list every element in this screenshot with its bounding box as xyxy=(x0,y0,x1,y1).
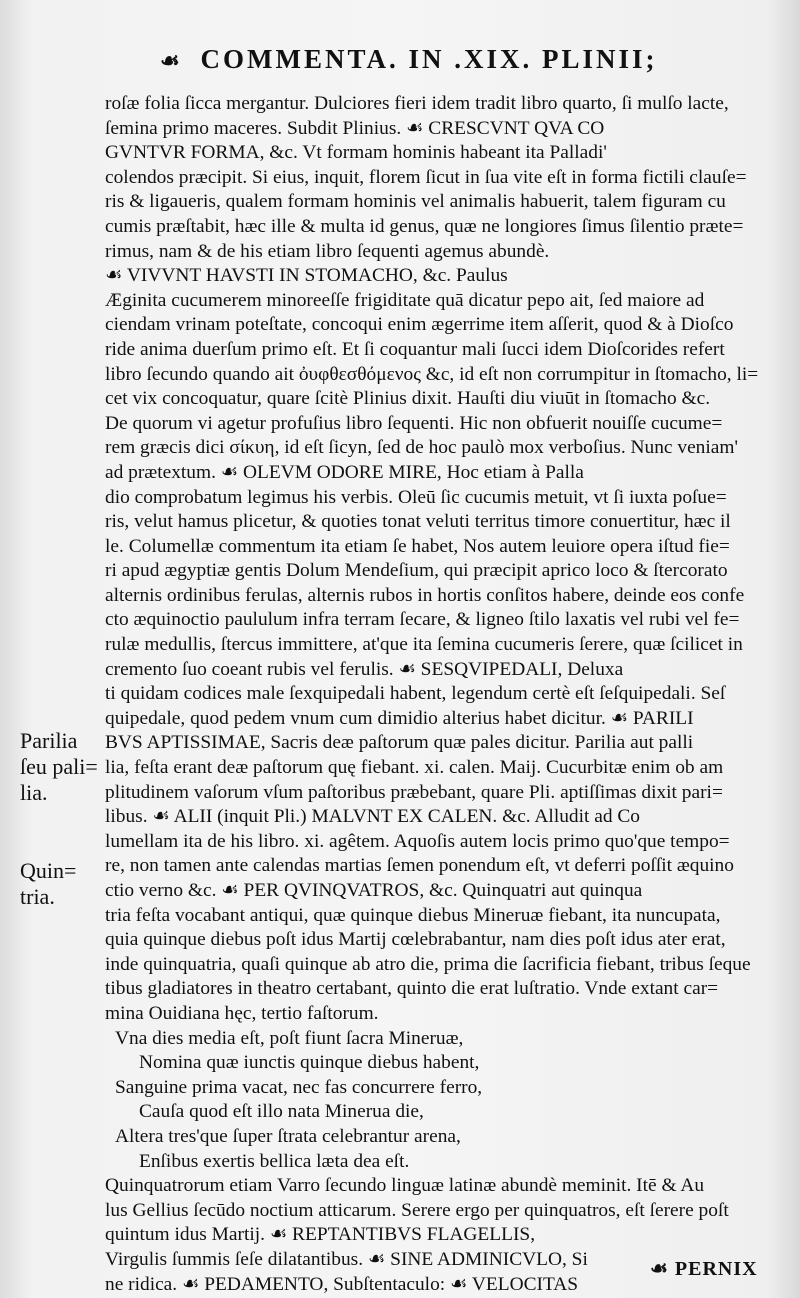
text-line: ti quidam codices male ſexquipedali habent, legendum certè eſt ſeſquipedali. Seſ xyxy=(105,683,726,705)
text-line: cremento ſuo coeant rubis vel ferulis. ☙ SESQVIPEDALI, Deluxa xyxy=(105,658,624,680)
margin-note-line: ſeu pali= xyxy=(20,754,98,779)
text-line: cet vix concoquatur, quare ſcitè Plinius dixit. Hauſti diu viuūt in ſtomacho &c. xyxy=(105,388,711,410)
text-line: ad prætextum. ☙ OLEVM ODORE MIRE, Hoc etiam à Palla xyxy=(105,461,584,483)
verse-line: Enſibus exertis bellica læta dea eſt. xyxy=(139,1150,410,1172)
text-line: quia quinque diebus poſt idus Martij cœlebrabantur, nam dies poſt idus ater erat, xyxy=(105,929,726,951)
text-line: ciendam vrinam poteſtate, concoqui enim ægerrime item aſſerit, quod & à Dioſco xyxy=(105,314,734,336)
margin-note-line: tria. xyxy=(20,884,55,909)
text-line: ſemina primo maceres. Subdit Plinius. ☙ CRESCVNT QVA CO xyxy=(105,117,605,139)
verse-block xyxy=(105,1027,775,1175)
running-header xyxy=(160,44,780,75)
margin-note-line: lia. xyxy=(20,780,48,805)
text-line: cto æquinoctio paululum infra terram ſecare, & ligneo ſtilo laxatis vel rubi vel fe= xyxy=(105,609,740,631)
text-line: colendos præcipit. Si eius, inquit, florem ſicut in ſua vite eſt in forma fictili clauſe= xyxy=(105,166,747,188)
text-line: alternis ordinibus ferulas, alternis rubos in hortis conſitos habere, deinde eos confe xyxy=(105,584,745,606)
text-line: De quorum vi agetur profuſius libro ſequenti. Hic non obfuerit nouiſſe cucume= xyxy=(105,412,723,434)
prose-lines xyxy=(105,92,775,1027)
text-line: lus Gellius ſecūdo noctium atticarum. Serere ergo per quinquatros, eſt ſerere poſt xyxy=(105,1199,729,1221)
text-line: inde quinquatria, quaſi quinque ab atro die, prima die ſacrificia fiebant, tribus ſeque xyxy=(105,953,751,975)
text-line: plitudinem vaſorum vſum paſtoribus præbebant, quare Pli. aptiſſimas dixit pari= xyxy=(105,781,723,803)
text-line: cumis præſtabit, hæc ille & multa id genus, quæ ne longiores ſimus ſilentio præte= xyxy=(105,215,744,237)
header-title: COMMENTA. IN .XIX. PLINII; xyxy=(200,44,658,74)
text-line: re, non tamen ante calendas martias ſemen ponendum eſt, vt deferri poſſit æquino xyxy=(105,855,734,877)
text-line: rimus, nam & de his etiam libro ſequenti agemus abundè. xyxy=(105,240,550,262)
text-line: quintum idus Martij. ☙ REPTANTIBVS FLAGELLIS, xyxy=(105,1224,536,1246)
text-line: ris & ligaueris, qualem formam hominis vel animalis habuerit, talem figuram cu xyxy=(105,191,726,213)
text-line: libro ſecundo quando ait ὀυφθεσθόμενος &c, id eſt non corrumpitur in ſtomacho, li= xyxy=(105,363,759,385)
text-line: BVS APTISSIMAE, Sacris deæ paſtorum quæ pales dicitur. Parilia aut palli xyxy=(105,732,694,754)
verse-line: Nomina quæ iunctis quinque diebus habent, xyxy=(139,1052,480,1074)
margin-note-line: Quin= xyxy=(20,858,77,883)
text-line: tibus gladiatores in theatro certabant, quinto die erat luſtratio. Vnde extant car= xyxy=(105,978,719,1000)
text-line: ☙ VIVVNT HAVSTI IN STOMACHO, &c. Paulus xyxy=(105,265,508,287)
text-line: ris, velut hamus plicetur, & quoties tonat veluti territus timore conuertitur, hæc il xyxy=(105,511,731,533)
text-line: lumellam ita de his libro. xi. agêtem. Aquoſis autem locis primo quo'que tempo= xyxy=(105,830,730,852)
verse-line: Vna dies media eſt, poſt fiunt ſacra Mineruæ, xyxy=(115,1027,464,1049)
catchword: ☙ PERNIX xyxy=(650,1258,758,1280)
verse-line: Sanguine prima vacat, nec fas concurrere ferro, xyxy=(115,1076,483,1098)
text-line: Quinquatrorum etiam Varro ſecundo linguæ latinæ abundè meminit. Itē & Au xyxy=(105,1175,705,1197)
text-line: ride anima duerſum primo eſt. Et ſi coquantur mali ſucci idem Dioſcorides refert xyxy=(105,338,725,360)
text-line: GVNTVR FORMA, &c. Vt formam hominis habeant ita Palladi' xyxy=(105,142,607,164)
verse-line: Altera tres'que ſuper ſtrata celebrantur arena, xyxy=(115,1125,461,1147)
text-line: dio comprobatum legimus his verbis. Oleū ſic cucumis metuit, vt ſi iuxta poſue= xyxy=(105,486,727,508)
text-line: ctio verno &c. ☙ PER QVINQVATROS, &c. Quinquatri aut quinqua xyxy=(105,880,643,901)
main-text-block xyxy=(105,92,775,1297)
text-line: ne ridica. ☙ PEDAMENTO, Subſtentaculo: ☙ VELOCITAS xyxy=(105,1273,579,1295)
text-line: quipedale, quod pedem vnum cum dimidio alterius habet dicitur. ☙ PARILI xyxy=(105,707,694,729)
verse-line: Cauſa quod eſt illo nata Minerua die, xyxy=(139,1101,424,1123)
text-line: rulæ medullis, ſtercus immittere, at'que ita ſemina cucumeris ſerere, quæ ſcilicet in xyxy=(105,634,743,656)
text-line: le. Columellæ commentum ita etiam ſe habet, Nos autem leuiore opera iſtud fie= xyxy=(105,535,730,557)
text-line: lia, feſta erant deæ paſtorum quę fiebant. xi. calen. Maij. Cucurbitæ enim ob am xyxy=(105,757,724,779)
text-line: libus. ☙ ALII (inquit Pli.) MALVNT EX CALEN. &c. Alludit ad Co xyxy=(105,806,641,828)
text-line: Virgulis ſummis ſeſe dilatantibus. ☙ SINE ADMINICVLO, Si xyxy=(105,1248,588,1270)
margin-note-quinquatria xyxy=(20,858,76,910)
text-line: rem græcis dici σίκυη, id eſt ſicyn, ſed de hoc paulò mox verboſius. Nunc veniam' xyxy=(105,437,738,459)
margin-note-parilia xyxy=(20,728,98,806)
text-line: ri apud ægyptiæ gentis Dolum Mendeſium, qui præcipit aprico loco & ſtercorato xyxy=(105,560,728,582)
fleuron-ornament-icon: ☙ xyxy=(160,48,183,73)
text-line: Æginita cucumerem minoreeſſe frigiditate quā dicatur pepo ait, ſed maiore ad xyxy=(105,289,705,311)
text-line: tria feſta vocabant antiqui, quæ quinque diebus Mineruæ fiebant, ita nuncupata, xyxy=(105,904,721,926)
margin-note-line: Parilia xyxy=(20,728,78,753)
text-line: mina Ouidiana hęc, tertio faſtorum. xyxy=(105,1002,379,1024)
text-line: roſæ folia ſicca mergantur. Dulciores fieri idem tradit libro quarto, ſi mulſo lacte, xyxy=(105,93,729,114)
